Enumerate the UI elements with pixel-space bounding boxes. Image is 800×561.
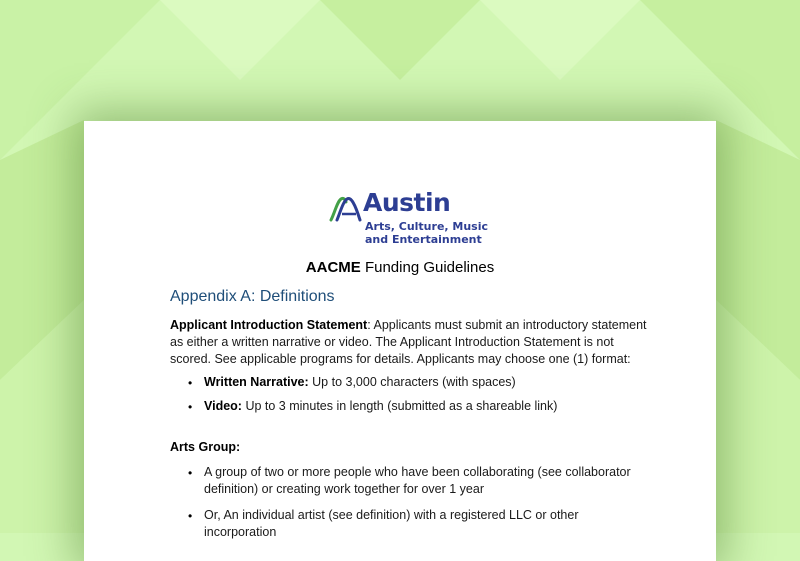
list-item-written-narrative — [204, 374, 634, 391]
format-text: Up to 3,000 characters (with spaces) — [308, 375, 516, 389]
title-rest: Funding Guidelines — [360, 259, 495, 276]
list-item-arts-group-2: Or, An individual artist (see definition) with a registered LLC or other incorporation — [204, 508, 579, 539]
list-item-video — [204, 398, 634, 415]
format-term: Video: — [204, 399, 242, 413]
logo-wordmark: Austin — [363, 188, 451, 217]
intro-text: : Applicants must submit an introductory statement as either a written narrative or video. The Applicant Introduction Statement is not scored. See applicable programs for details. Applicants may choose one (1) format: — [170, 318, 647, 366]
intro-statement-paragraph — [170, 317, 650, 368]
title-acronym: AACME — [305, 259, 361, 276]
logo-subtitle-line1: Arts, Culture, Music — [365, 220, 489, 233]
austin-arch-logo-icon — [329, 196, 363, 222]
austin-acme-logo — [329, 188, 489, 250]
bullet-glyph: • — [188, 376, 193, 390]
section-heading: Appendix A: Definitions — [170, 288, 335, 305]
list-item-arts-group-1: A group of two or more people who have been collaborating (see collaborator definition) or creating work together for over 1 year — [204, 465, 631, 496]
format-text: Up to 3 minutes in length (submitted as a shareable link) — [241, 399, 558, 413]
logo-subtitle-line2: and Entertainment — [365, 233, 482, 246]
bullet-glyph: • — [188, 400, 193, 414]
bullet-glyph: • — [188, 466, 193, 480]
document-title — [84, 259, 716, 276]
bullet-glyph: • — [188, 509, 193, 523]
format-term: Written Narrative: — [204, 375, 309, 389]
document-page — [84, 121, 716, 561]
intro-term: Applicant Introduction Statement — [170, 318, 368, 332]
arts-group-heading: Arts Group: — [170, 440, 241, 454]
